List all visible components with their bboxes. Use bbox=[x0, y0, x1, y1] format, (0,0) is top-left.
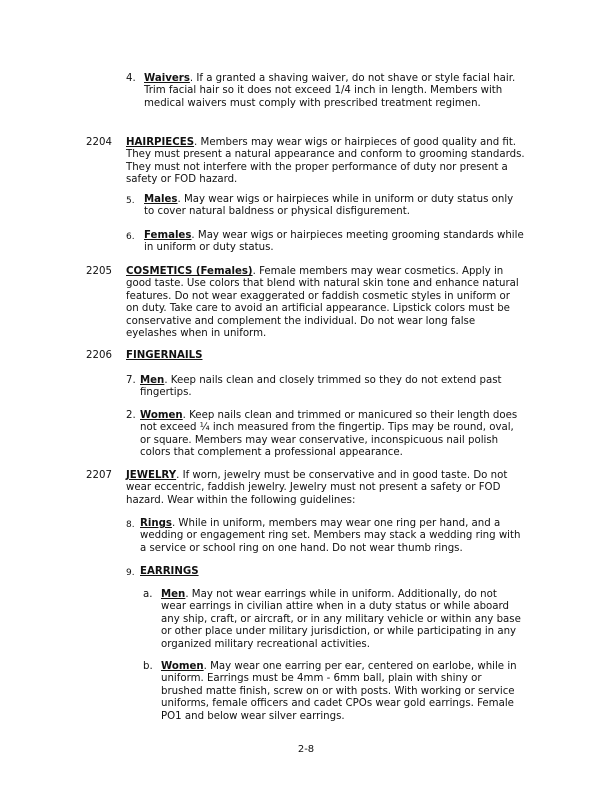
item-number: 4. bbox=[126, 73, 136, 84]
cosmetics-paragraph bbox=[126, 266, 522, 340]
women-nails-item bbox=[126, 410, 526, 460]
men-earrings-text: . May not wear earrings while in uniform. Additionally, do not wear earrings in civilian attire when in a duty status or while aboard any ship, craft, or aircraft, or in any military vehicle or within any base or other place under military jurisdiction, or while participating in any organized military recreational activities. bbox=[161, 589, 521, 650]
males-text: . May wear wigs or hairpieces while in uniform or duty status only to cover natural baldness or physical disfigurement. bbox=[144, 194, 514, 218]
waivers-paragraph bbox=[126, 73, 526, 110]
rings-text: . While in uniform, members may wear one ring per hand, and a wedding or engagement ring set. Members may stack a wedding ring with a service or school ring on one hand. Do not wear thumb rings. bbox=[140, 518, 521, 554]
men-earrings-heading: Men bbox=[161, 589, 186, 600]
women-earrings-heading: Women bbox=[161, 661, 204, 672]
fingernails-heading-row bbox=[126, 350, 522, 362]
item-number: 9. bbox=[126, 568, 135, 578]
hairpieces-heading: HAIRPIECES bbox=[126, 137, 195, 148]
item-letter: b. bbox=[143, 661, 153, 672]
page-number: 2-8 bbox=[297, 744, 315, 755]
females-text: . May wear wigs or hairpieces meeting grooming standards while in uniform or duty status. bbox=[144, 230, 524, 254]
women-nails-text: . Keep nails clean and trimmed or manicured so their length does not exceed ¼ inch measured from the fingertip. Tips may be round, oval, or square. Members may wear conservative, inconspicuous nail polish colors that complement a professional appearance. bbox=[140, 410, 518, 459]
section-number-2205: 2205 bbox=[86, 266, 112, 277]
cosmetics-text: . Female members may wear cosmetics. Apply in good taste. Use colors that blend with natural skin tone and enhance natural features. Do not wear exaggerated or faddish cosmetic styles in uniform or on duty. Take care to avoid an artificial appearance. Lipstick colors must be conservative and complement the individual. Do not wear long false eyelashes when in uniform. bbox=[126, 266, 519, 340]
item-number: 8. bbox=[126, 520, 135, 530]
waivers-heading: Waivers bbox=[144, 73, 190, 84]
section-number-2204: 2204 bbox=[86, 137, 112, 148]
jewelry-heading: JEWELRY bbox=[126, 470, 177, 481]
men-nails-text: . Keep nails clean and closely trimmed so they do not extend past fingertips. bbox=[140, 375, 502, 399]
males-heading: Males bbox=[144, 194, 178, 205]
section-number-2206: 2206 bbox=[86, 350, 112, 361]
hairpieces-paragraph bbox=[126, 137, 526, 187]
females-heading: Females bbox=[144, 230, 192, 241]
hairpieces-text: . Members may wear wigs or hairpieces of good quality and fit. They must present a natural appearance and conform to grooming standards. They must not interfere with the proper performance of duty nor present a safety or FOD hazard. bbox=[126, 137, 525, 186]
item-number: 5. bbox=[126, 196, 135, 206]
men-nails-item bbox=[126, 375, 526, 400]
item-number: 2. bbox=[126, 410, 136, 421]
males-item bbox=[126, 194, 526, 219]
women-earrings-text: . May wear one earring per ear, centered on earlobe, while in uniform. Earrings must be 4mm - 6mm ball, plain with shiny or brushed matte finish, screw on or with posts. With working or service uniforms, female officers and cadet CPOs wear gold earrings. Female PO1 and below wear silver earrings. bbox=[161, 661, 517, 722]
section-number-2207: 2207 bbox=[86, 470, 112, 481]
women-earrings-item bbox=[143, 661, 523, 723]
rings-item bbox=[126, 518, 526, 555]
earrings-heading: EARRINGS bbox=[140, 566, 199, 577]
women-nails-heading: Women bbox=[140, 410, 183, 421]
cosmetics-heading: COSMETICS (Females) bbox=[126, 266, 253, 277]
item-number: 7. bbox=[126, 375, 136, 386]
jewelry-paragraph bbox=[126, 470, 522, 507]
females-item bbox=[126, 230, 526, 255]
item-number: 6. bbox=[126, 232, 135, 242]
jewelry-text: . If worn, jewelry must be conservative and in good taste. Do not wear eccentric, faddish jewelry. Jewelry must not present a safety or FOD hazard. Wear within the following guidelines: bbox=[126, 470, 508, 506]
men-nails-heading: Men bbox=[140, 375, 165, 386]
men-earrings-item bbox=[143, 589, 523, 651]
earrings-heading-row bbox=[126, 566, 526, 578]
rings-heading: Rings bbox=[140, 518, 172, 529]
item-letter: a. bbox=[143, 589, 153, 600]
fingernails-heading: FINGERNAILS bbox=[126, 350, 203, 361]
waivers-text: . If a granted a shaving waiver, do not shave or style facial hair. Trim facial hair so it does not exceed 1/4 inch in length. Members with medical waivers must comply with prescribed treatment regimen. bbox=[144, 73, 516, 109]
